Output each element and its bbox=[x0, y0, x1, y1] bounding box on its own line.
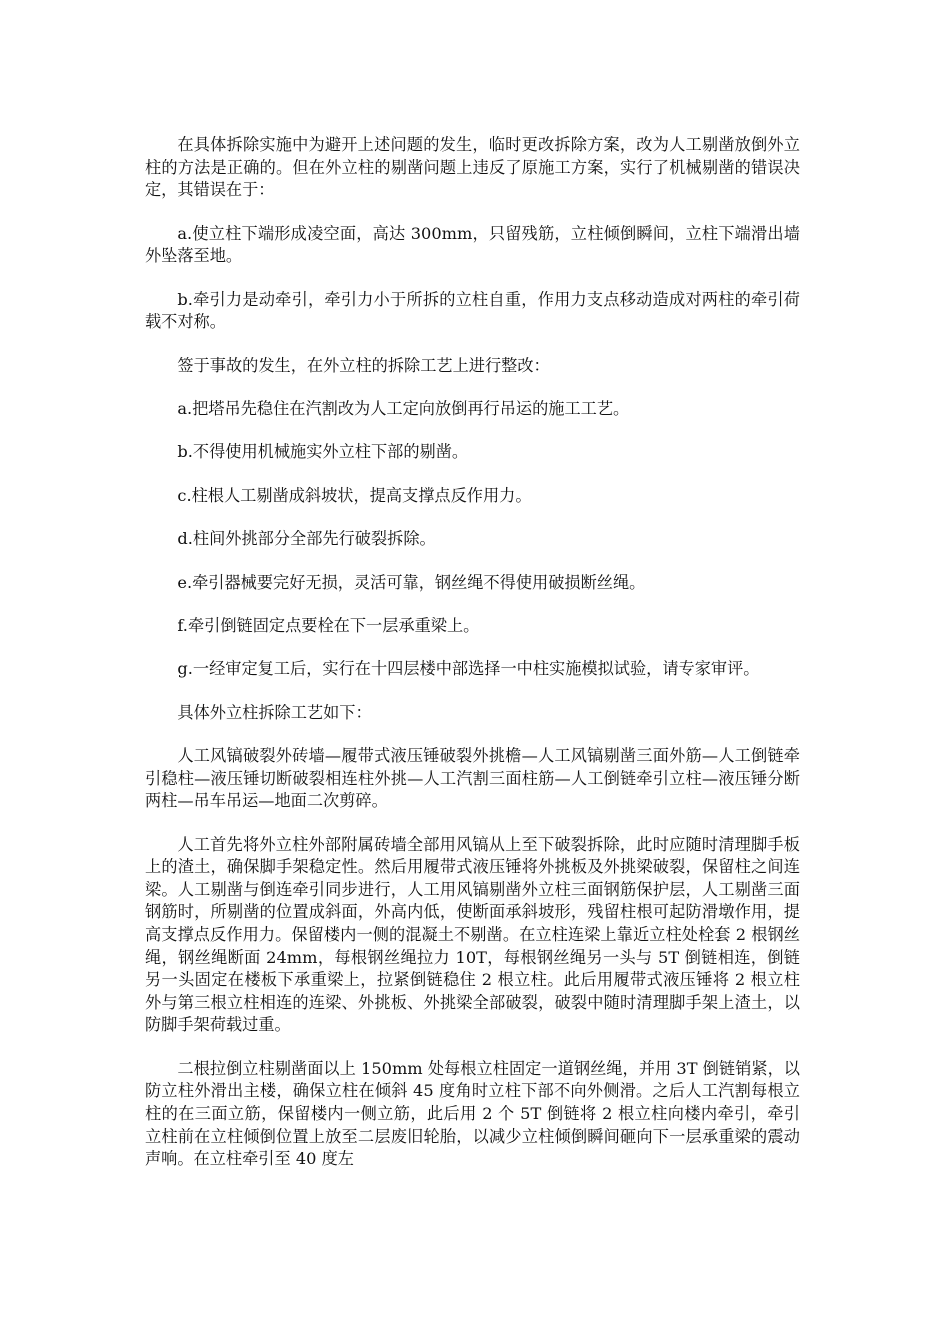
paragraph-rectification-a: a.把塔吊先稳住在汽割改为人工定向放倒再行吊运的施工工艺。 bbox=[177, 398, 630, 418]
paragraph-rectification-e: e.牵引器械要完好无损，灵活可靠，钢丝绳不得使用破损断丝绳。 bbox=[177, 572, 646, 592]
paragraph-process-flow: 人工风镐破裂外砖墙—履带式液压锤破裂外挑檐—人工风镐剔凿三面外筋—人工倒链牵引稳柱—液压锤切断破裂相连柱外挑—人工汽割三面柱筋—人工倒链牵引立柱—液压锤分断两柱—吊车吊运—地面二次剪碎。 bbox=[145, 746, 800, 811]
document-page bbox=[145, 134, 800, 1192]
paragraph-rectification-d: d.柱间外挑部分全部先行破裂拆除。 bbox=[177, 529, 436, 549]
paragraph-rectification-c: c.柱根人工剔凿成斜坡状，提高支撑点反作用力。 bbox=[177, 485, 532, 505]
paragraph-rectification-b: b.不得使用机械施实外立柱下部的剔凿。 bbox=[177, 442, 469, 462]
paragraph-rectification-f: f.牵引倒链固定点要栓在下一层承重梁上。 bbox=[177, 615, 480, 635]
paragraph-rectification-heading: 签于事故的发生，在外立柱的拆除工艺上进行整改： bbox=[177, 355, 550, 375]
paragraph-error-b: b.牵引力是动牵引，牵引力小于所拆的立柱自重，作用力支点移动造成对两柱的牵引荷载不对称。 bbox=[145, 289, 800, 332]
paragraph-process-detail-2: 二根拉倒立柱剔凿面以上 150mm 处每根立柱固定一道钢丝绳，并用 3T 倒链销紧，以防立柱外滑出主楼，确保立柱在倾斜 45 度角时立柱下部不向外侧滑。之后人工汽割每根立柱的在三面立筋，保留楼内一侧立筋，此后用 2 个 5T 倒链将 2 根立柱向楼内牵引，牵引立柱前在立柱倾倒位置上放至二层废旧轮胎，以减少立柱倾倒瞬间砸向下一层承重梁的震动声响。在立柱牵引至 40 度左 bbox=[145, 1058, 800, 1169]
paragraph-process-heading: 具体外立柱拆除工艺如下： bbox=[177, 702, 372, 722]
paragraph-rectification-g: g.一经审定复工后，实行在十四层楼中部选择一中柱实施模拟试验，请专家审评。 bbox=[177, 659, 760, 679]
paragraph-intro: 在具体拆除实施中为避开上述问题的发生，临时更改拆除方案，改为人工剔凿放倒外立柱的方法是正确的。但在外立柱的剔凿问题上违反了原施工方案，实行了机械剔凿的错误决定，其错误在于： bbox=[145, 135, 800, 200]
paragraph-error-a: a.使立柱下端形成凌空面，高达 300mm，只留残筋，立柱倾倒瞬间，立柱下端滑出墙外坠落至地。 bbox=[145, 223, 800, 266]
paragraph-process-detail-1: 人工首先将外立柱外部附属砖墙全部用风镐从上至下破裂拆除，此时应随时清理脚手板上的渣土，确保脚手架稳定性。然后用履带式液压锤将外挑板及外挑梁破裂，保留柱之间连梁。人工剔凿与倒连牵引同步进行，人工用风镐剔凿外立柱三面钢筋保护层，人工剔凿三面钢筋时，所剔凿的位置成斜面，外高内低，使断面承斜坡形，残留柱根可起防滑墩作用，提高支撑点反作用力。保留楼内一侧的混凝土不剔凿。在立柱连梁上靠近立柱处栓套 2 根钢丝绳，钢丝绳断面 24mm，每根钢丝绳拉力 10T，每根钢丝绳另一头与 5T 倒链相连，倒链另一头固定在楼板下承重梁上，拉紧倒链稳住 2 根立柱。此后用履带式液压锤将 2 根立柱外与第三根立柱相连的连梁、外挑板、外挑梁全部破裂，破裂中随时清理脚手架上渣土，以防脚手架荷载过重。 bbox=[145, 834, 800, 1035]
